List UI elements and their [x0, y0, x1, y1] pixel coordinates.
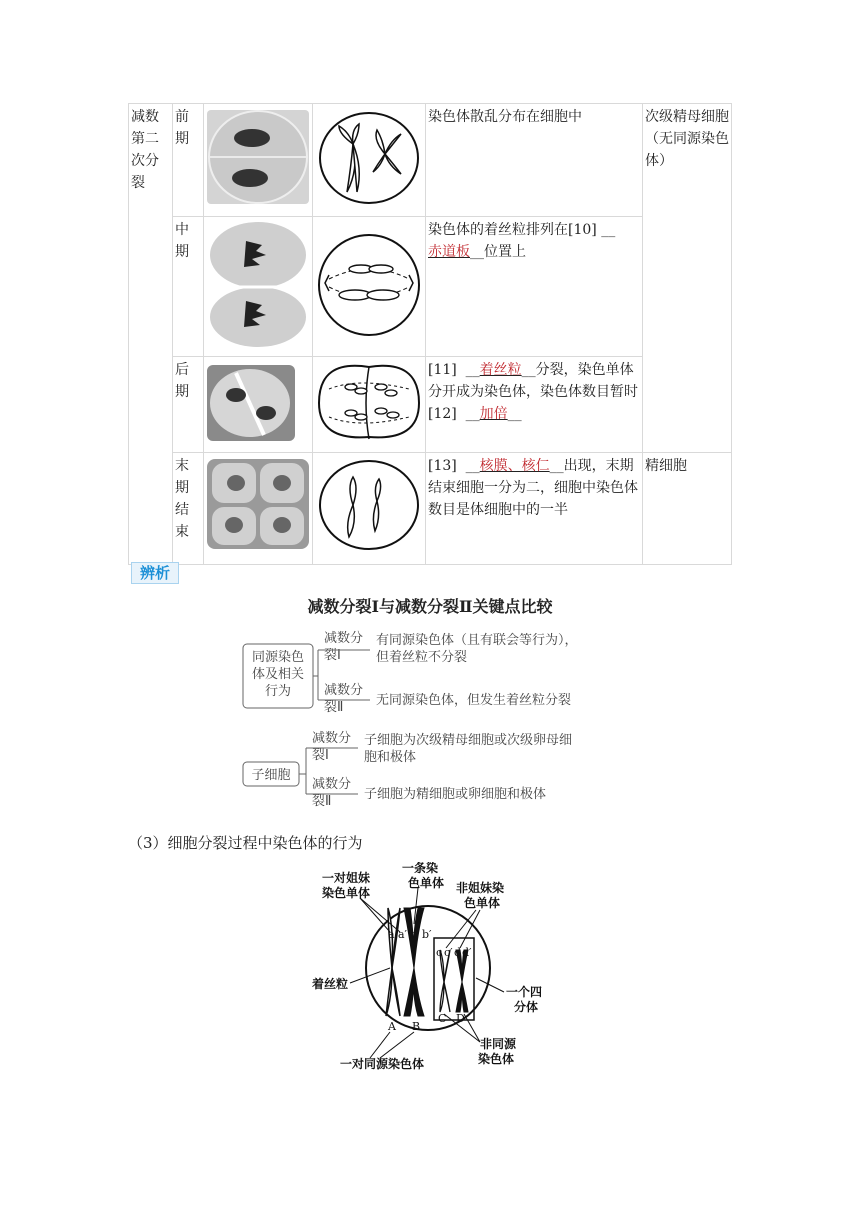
chromosome-figure [310, 862, 560, 1072]
phase-label: 前期 [175, 109, 189, 147]
g1-m1-label: 减数分裂Ⅰ [324, 631, 364, 663]
stage-label: 减数第二次分裂 [131, 109, 159, 191]
photo-cell [204, 104, 313, 217]
letter-a: a [388, 928, 395, 941]
g1-m2-text: 无同源染色体，但发生着丝粒分裂 [376, 693, 572, 708]
prophase-diagram [315, 106, 423, 206]
photo-cell [204, 453, 313, 565]
diagram-cell [313, 217, 426, 357]
phase-cell [173, 104, 204, 217]
photo-cell [204, 217, 313, 357]
anaphase-photo [206, 359, 310, 443]
desc-cell: [13] __核膜、核仁__出现，末期结束细胞一分为二，细胞中染色体数目是体细胞中的一半 [426, 453, 643, 565]
label-sister-chromatids: 一对姐妹染色单体 [322, 871, 371, 900]
metaphase-desc: 染色体的着丝粒排列在[10] [428, 222, 597, 238]
phase-label: 末期结束 [175, 458, 189, 540]
photo-cell [204, 357, 313, 453]
label-tetrad: 一个四分体 [506, 985, 543, 1014]
g1-m2-label: 减数分裂Ⅱ [324, 683, 364, 715]
letter-c: c [436, 946, 443, 959]
prophase-desc: 染色体散乱分布在细胞中 [428, 109, 582, 125]
label-centromere: 着丝粒 [312, 977, 349, 991]
group2-label: 子细胞 [251, 768, 291, 783]
g2-m1-text: 子细胞为次级精母细胞或次级卵母细胞和极体 [364, 733, 573, 765]
group1-label: 同源染色体及相关行为 [251, 650, 305, 699]
stage-cell [129, 104, 173, 565]
letter-C: C [438, 1012, 447, 1025]
letter-b: b [410, 928, 418, 941]
phase-cell [173, 453, 204, 565]
meiosis-ii-table [128, 103, 732, 565]
phase-label: 后期 [175, 362, 189, 400]
compare-diagram [240, 626, 630, 816]
letter-b-prime: b′ [422, 928, 432, 941]
diagram-cell [313, 453, 426, 565]
desc-cell [426, 104, 643, 217]
answer-13: 核膜、核仁 [479, 458, 550, 474]
label-nonhomologous: 非同源染色体 [478, 1037, 517, 1066]
metaphase-diagram [315, 219, 423, 347]
g1-m1-text: 有同源染色体（且有联会等行为），但着丝粒不分裂 [376, 633, 578, 665]
label-homologous-pair: 一对同源染色体 [340, 1057, 425, 1071]
letter-c-prime: c′ [444, 946, 453, 959]
secondary-spermatocyte-label: 次级精母细胞（无同源染色体） [645, 109, 729, 169]
answer-10: 赤道板 [428, 244, 470, 260]
letter-a-prime: a′ [398, 928, 408, 941]
g2-m2-label: 减数分裂Ⅱ [312, 777, 352, 809]
cell-type-cell [643, 453, 732, 565]
analysis-badge: 辨析 [131, 562, 179, 584]
label-nonsister-chromatids: 非姐妹染色单体 [456, 881, 505, 910]
diagram-cell [313, 104, 426, 217]
compare-title: 减数分裂Ⅰ与减数分裂Ⅱ关键点比较 [307, 597, 553, 616]
label-one-chromatid: 一条染色单体 [402, 862, 445, 890]
diagram-cell [313, 357, 426, 453]
letter-A: A [388, 1020, 396, 1033]
desc-cell: 染色体的着丝粒排列在[10] __ 赤道板__位置上 [426, 217, 643, 357]
telophase-desc: 出现，末期结束细胞一分为二，细胞中染色体数目是体细胞中的一半 [428, 458, 638, 518]
cell-type-cell [643, 104, 732, 453]
phase-cell [173, 357, 204, 453]
sperm-cell-label: 精细胞 [645, 458, 687, 474]
metaphase-desc-end: 位置上 [484, 244, 526, 260]
telophase-diagram [315, 455, 423, 551]
anaphase-desc: 分裂，染色单体分开成为染色体，染色体数目暂时[12] [428, 362, 638, 422]
section-3-heading: （3）细胞分裂过程中染色体的行为 [128, 834, 363, 852]
g2-m1-label: 减数分裂Ⅰ [312, 731, 352, 763]
telophase-photo [206, 455, 310, 551]
answer-12: 加倍 [479, 406, 508, 422]
prophase-photo [206, 106, 310, 206]
tag-11: [11] [428, 362, 457, 378]
anaphase-diagram [315, 359, 423, 443]
letter-d: d [454, 946, 462, 959]
tag-13: [13] [428, 458, 457, 474]
desc-cell: [11] __着丝粒__分裂，染色单体分开成为染色体，染色体数目暂时[12] __加倍__ [426, 357, 643, 453]
letter-d-prime: d′ [462, 946, 472, 959]
phase-cell [173, 217, 204, 357]
g2-m2-text: 子细胞为精细胞或卵细胞和极体 [364, 787, 547, 802]
letter-D: D [456, 1012, 465, 1025]
metaphase-photo [206, 219, 310, 347]
answer-11: 着丝粒 [479, 362, 522, 378]
phase-label: 中期 [175, 222, 189, 260]
letter-B: B [412, 1020, 421, 1033]
